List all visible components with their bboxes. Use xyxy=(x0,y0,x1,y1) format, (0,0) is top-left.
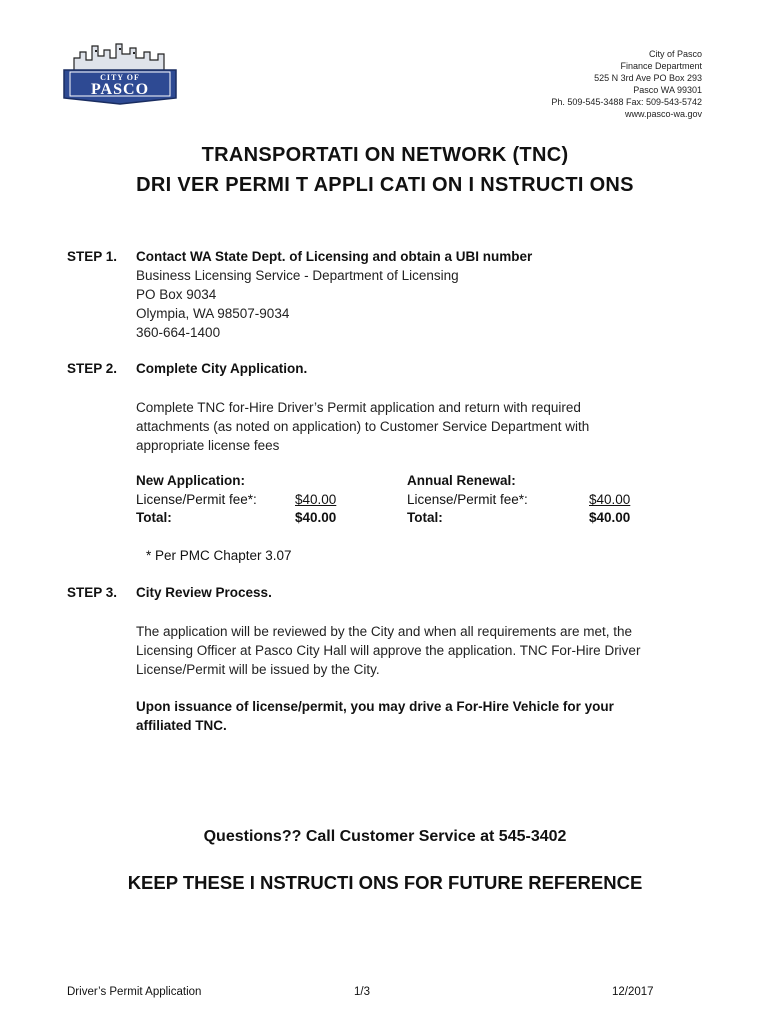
title-line-2: DRI VER PERMI T APPLI CATI ON I NSTRUCTI ONS xyxy=(136,174,634,196)
footer-document-name: Driver’s Permit Application xyxy=(67,986,202,998)
step-2-paragraph xyxy=(136,398,589,455)
logo-city-of-text: CITY OF xyxy=(100,73,140,82)
annual-renewal-total-label: Total: xyxy=(407,510,443,525)
title-line-1: TRANSPORTATI ON NETWORK (TNC) xyxy=(201,144,569,166)
step-3-bold-paragraph xyxy=(136,697,614,735)
footer-page-number: 1/3 xyxy=(354,986,370,998)
step-1-address xyxy=(136,266,459,342)
new-application-fee-label: License/Permit fee*: xyxy=(136,492,257,507)
annual-renewal-fee-label: License/Permit fee*: xyxy=(407,492,528,507)
step-1-line: Business Licensing Service - Department of Licensing xyxy=(136,268,459,283)
step-2-heading: Complete City Application. xyxy=(136,361,308,376)
new-application-heading: New Application: xyxy=(136,473,246,488)
annual-renewal-heading: Annual Renewal: xyxy=(407,473,516,488)
step-3-label: STEP 3. xyxy=(67,585,118,600)
bold-paragraph-line: affiliated TNC. xyxy=(136,718,227,733)
address-line: 525 N 3rd Ave PO Box 293 xyxy=(594,73,702,83)
address-line: Ph. 509-545-3488 Fax: 509-543-5742 xyxy=(551,97,702,107)
annual-renewal-total-value: $40.00 xyxy=(589,510,631,525)
annual-renewal-fee-value: $40.00 xyxy=(589,492,631,507)
paragraph-line: License/Permit will be issued by the City. xyxy=(136,662,380,677)
page-title xyxy=(0,140,770,200)
fee-footnote: * Per PMC Chapter 3.07 xyxy=(146,548,292,563)
step-2-label: STEP 2. xyxy=(67,361,118,376)
address-website: www.pasco-wa.gov xyxy=(624,109,702,119)
bold-paragraph-line: Upon issuance of license/permit, you may drive a For-Hire Vehicle for your xyxy=(136,699,614,714)
step-1-line: Olympia, WA 98507-9034 xyxy=(136,306,290,321)
step-1-label: STEP 1. xyxy=(67,249,118,264)
questions-callout: Questions?? Call Customer Service at 545-3402 xyxy=(203,828,567,845)
paragraph-line: attachments (as noted on application) to Customer Service Department with xyxy=(136,419,590,434)
keep-instructions-notice: KEEP THESE I NSTRUCTI ONS FOR FUTURE REFERENCE xyxy=(127,872,643,893)
new-application-fee-value: $40.00 xyxy=(295,492,337,507)
header-address-block xyxy=(551,48,702,120)
new-application-total-value: $40.00 xyxy=(295,510,337,525)
city-of-pasco-logo xyxy=(60,38,180,116)
step-1-line: PO Box 9034 xyxy=(136,287,217,302)
address-line: Finance Department xyxy=(620,61,702,71)
footer-date: 12/2017 xyxy=(612,986,654,998)
paragraph-line: Complete TNC for-Hire Driver’s Permit application and return with required xyxy=(136,400,581,415)
paragraph-line: appropriate license fees xyxy=(136,438,280,453)
paragraph-line: Licensing Officer at Pasco City Hall will approve the application. TNC For-Hire Driver xyxy=(136,643,641,658)
step-1-heading: Contact WA State Dept. of Licensing and obtain a UBI number xyxy=(136,249,533,264)
address-line: Pasco WA 99301 xyxy=(633,85,702,95)
address-line: City of Pasco xyxy=(648,49,702,59)
logo-pasco-text: PASCO xyxy=(90,81,150,98)
new-application-total-label: Total: xyxy=(136,510,172,525)
step-1-line: 360-664-1400 xyxy=(136,325,221,340)
step-3-heading: City Review Process. xyxy=(136,585,272,600)
step-3-paragraph xyxy=(136,622,640,679)
paragraph-line: The application will be reviewed by the City and when all requirements are met, the xyxy=(136,624,633,639)
